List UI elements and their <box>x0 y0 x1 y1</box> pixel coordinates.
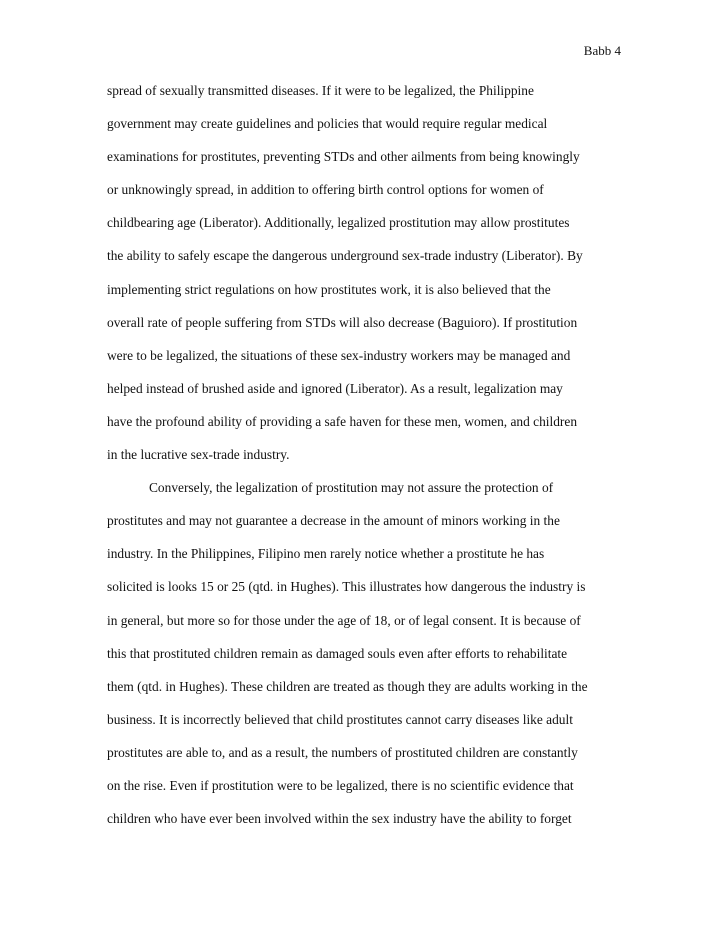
text-line: industry. In the Philippines, Filipino men rarely notice whether a prostitute he has <box>107 546 545 562</box>
text-line: children who have ever been involved within the sex industry have the ability to forget <box>107 811 572 827</box>
text-line: solicited is looks 15 or 25 (qtd. in Hughes). This illustrates how dangerous the industry is <box>107 579 586 595</box>
text-line: examinations for prostitutes, preventing STDs and other ailments from being knowingly <box>107 149 580 165</box>
text-line: government may create guidelines and policies that would require regular medical <box>107 116 548 132</box>
text-line: implementing strict regulations on how prostitutes work, it is also believed that the <box>107 281 551 297</box>
text-line: the ability to safely escape the dangerous underground sex-trade industry (Liberator). By <box>107 248 583 264</box>
text-line: in the lucrative sex-trade industry. <box>107 447 290 463</box>
paragraph-start-line: Conversely, the legalization of prostitution may not assure the protection of <box>149 480 554 496</box>
running-head: Babb 4 <box>583 43 621 58</box>
text-line: this that prostituted children remain as damaged souls even after efforts to rehabilitate <box>107 645 568 661</box>
text-line: on the rise. Even if prostitution were to be legalized, there is no scientific evidence that <box>107 777 574 793</box>
text-line: helped instead of brushed aside and ignored (Liberator). As a result, legalization may <box>107 380 563 396</box>
text-line: overall rate of people suffering from STDs will also decrease (Baguioro). If prostitution <box>107 314 578 330</box>
text-line: were to be legalized, the situations of these sex-industry workers may be managed and <box>107 347 571 363</box>
text-line: or unknowingly spread, in addition to offering birth control options for women of <box>107 182 544 198</box>
text-line: have the profound ability of providing a safe haven for these men, women, and children <box>107 413 578 429</box>
body-text <box>107 83 627 844</box>
text-line: spread of sexually transmitted diseases. If it were to be legalized, the Philippine <box>107 83 534 98</box>
text-line: prostitutes are able to, and as a result, the numbers of prostituted children are constantly <box>107 744 578 760</box>
text-line: them (qtd. in Hughes). These children are treated as though they are adults working in the <box>107 678 588 694</box>
text-line: in general, but more so for those under the age of 18, or of legal consent. It is because of <box>107 612 581 628</box>
text-line: business. It is incorrectly believed that child prostitutes cannot carry diseases like adult <box>107 711 573 727</box>
text-line: childbearing age (Liberator). Additionally, legalized prostitution may allow prostitutes <box>107 215 570 231</box>
text-line: prostitutes and may not guarantee a decrease in the amount of minors working in the <box>107 513 560 529</box>
